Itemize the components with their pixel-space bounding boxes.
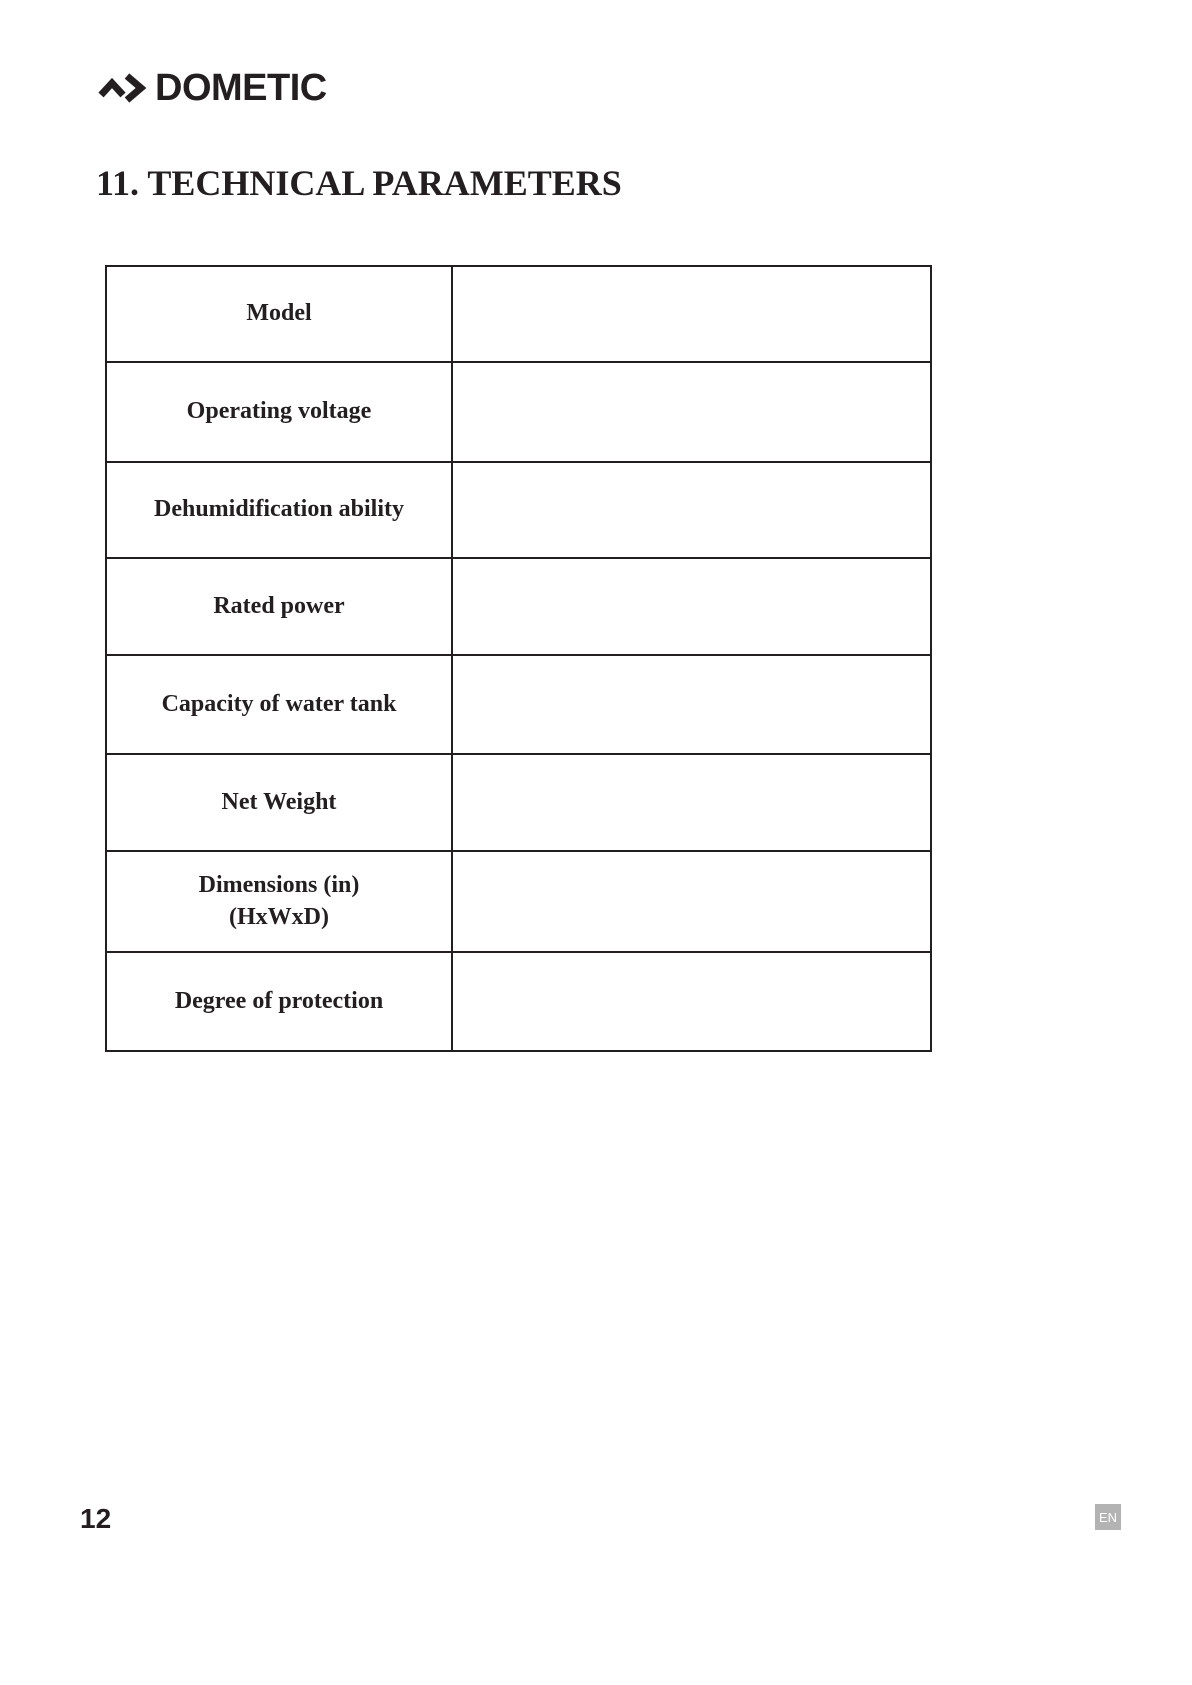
- parameter-value: [452, 851, 931, 952]
- parameter-label: Model: [106, 266, 452, 362]
- parameter-label: Rated power: [106, 558, 452, 655]
- parameter-label: Operating voltage: [106, 362, 452, 462]
- language-badge: EN: [1095, 1504, 1121, 1530]
- table-row: [106, 851, 931, 952]
- table-row: [106, 754, 931, 851]
- parameter-value: [452, 558, 931, 655]
- parameter-value: [452, 462, 931, 558]
- parameter-label: Dehumidification ability: [106, 462, 452, 558]
- parameter-value: [452, 655, 931, 754]
- parameter-label: Capacity of water tank: [106, 655, 452, 754]
- parameter-label: Net Weight: [106, 754, 452, 851]
- parameter-label: [106, 851, 452, 952]
- table-row: [106, 558, 931, 655]
- table-row: [106, 462, 931, 558]
- parameter-value: [452, 266, 931, 362]
- logo-text: DOMETIC: [155, 67, 327, 109]
- parameter-value: [452, 362, 931, 462]
- table-row: [106, 266, 931, 362]
- page-number: 12: [80, 1503, 112, 1534]
- parameter-label: Degree of protection: [106, 952, 452, 1051]
- table-row: [106, 362, 931, 462]
- parameter-label-line: Dimensions (in): [198, 872, 360, 899]
- table-row: [106, 655, 931, 754]
- parameter-value: [452, 754, 931, 851]
- parameter-label-line: (HxWxD): [229, 903, 329, 930]
- dometic-logo-icon: [97, 71, 151, 105]
- page-title: 11. TECHNICAL PARAMETERS: [96, 163, 622, 203]
- parameter-value: [452, 952, 931, 1051]
- table-row: [106, 952, 931, 1051]
- technical-parameters-table: [105, 265, 932, 1052]
- dometic-logo: [97, 68, 327, 108]
